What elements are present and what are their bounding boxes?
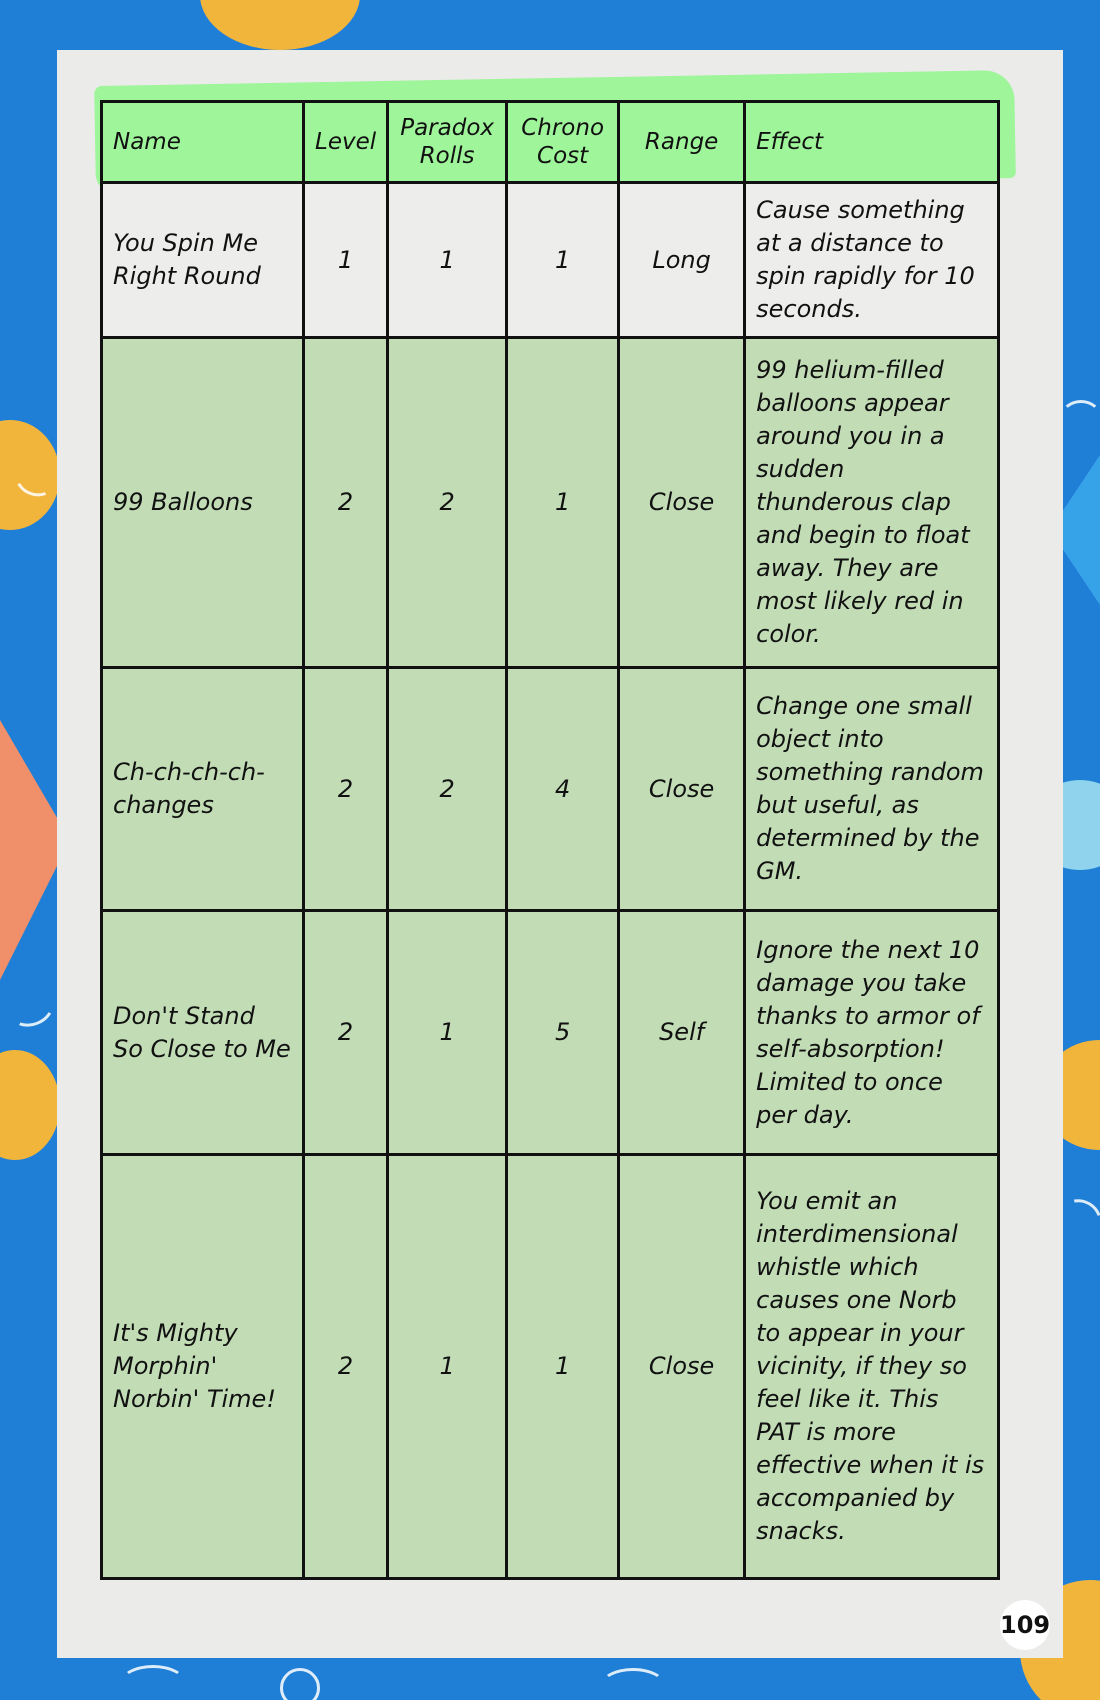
table-row bbox=[102, 911, 999, 1155]
cell-effect: 99 helium-filled balloons appear around you in a sudden thunderous clap and begin to float away. They are most likely red in color. bbox=[745, 338, 999, 668]
orange-blob bbox=[0, 1050, 60, 1160]
cell-effect: Ignore the next 10 damage you take thanks to armor of self-absorption! Limited to once per day. bbox=[745, 911, 999, 1155]
cell-range: Self bbox=[619, 911, 745, 1155]
header-paradox-rolls: Paradox Rolls bbox=[388, 102, 507, 183]
table-row bbox=[102, 668, 999, 911]
cell-level: 2 bbox=[304, 1155, 388, 1579]
cell-level: 2 bbox=[304, 911, 388, 1155]
cell-chrono: 5 bbox=[507, 911, 619, 1155]
cell-paradox: 1 bbox=[388, 911, 507, 1155]
cell-chrono: 1 bbox=[507, 1155, 619, 1579]
table-row bbox=[102, 338, 999, 668]
header-name: Name bbox=[102, 102, 304, 183]
cell-range: Close bbox=[619, 668, 745, 911]
cell-name: You Spin Me Right Round bbox=[102, 183, 304, 338]
cell-effect: Cause something at a distance to spin rapidly for 10 seconds. bbox=[745, 183, 999, 338]
cell-name: Don't Stand So Close to Me bbox=[102, 911, 304, 1155]
cell-range: Long bbox=[619, 183, 745, 338]
cell-name: It's Mighty Morphin' Norbin' Time! bbox=[102, 1155, 304, 1579]
cell-chrono: 1 bbox=[507, 338, 619, 668]
orange-blob bbox=[200, 0, 360, 50]
squiggle bbox=[120, 1665, 186, 1700]
cell-range: Close bbox=[619, 1155, 745, 1579]
cell-paradox: 1 bbox=[388, 1155, 507, 1579]
cell-paradox: 2 bbox=[388, 338, 507, 668]
cell-effect: Change one small object into something random but useful, as determined by the GM. bbox=[745, 668, 999, 911]
ring bbox=[280, 1668, 320, 1700]
cell-paradox: 2 bbox=[388, 668, 507, 911]
cell-level: 2 bbox=[304, 338, 388, 668]
spell-table bbox=[100, 100, 1000, 1580]
table-row bbox=[102, 1155, 999, 1579]
table-row bbox=[102, 183, 999, 338]
header-effect: Effect bbox=[745, 102, 999, 183]
squiggle bbox=[1060, 400, 1100, 436]
cell-range: Close bbox=[619, 338, 745, 668]
cell-chrono: 4 bbox=[507, 668, 619, 911]
cell-level: 2 bbox=[304, 668, 388, 911]
cell-chrono: 1 bbox=[507, 183, 619, 338]
table-header-row bbox=[102, 102, 999, 183]
cell-effect: You emit an interdimensional whistle which causes one Norb to appear in your vicinity, if they so feel like it. This PAT is more effective when it is accompanied by snacks. bbox=[745, 1155, 999, 1579]
cell-name: Ch-ch-ch-ch-changes bbox=[102, 668, 304, 911]
header-range: Range bbox=[619, 102, 745, 183]
cell-level: 1 bbox=[304, 183, 388, 338]
squiggle bbox=[3, 983, 59, 1033]
header-level: Level bbox=[304, 102, 388, 183]
page-number: 109 bbox=[1000, 1600, 1050, 1650]
squiggle bbox=[600, 1668, 666, 1700]
cell-name: 99 Balloons bbox=[102, 338, 304, 668]
header-chrono-cost: Chrono Cost bbox=[507, 102, 619, 183]
cell-paradox: 1 bbox=[388, 183, 507, 338]
